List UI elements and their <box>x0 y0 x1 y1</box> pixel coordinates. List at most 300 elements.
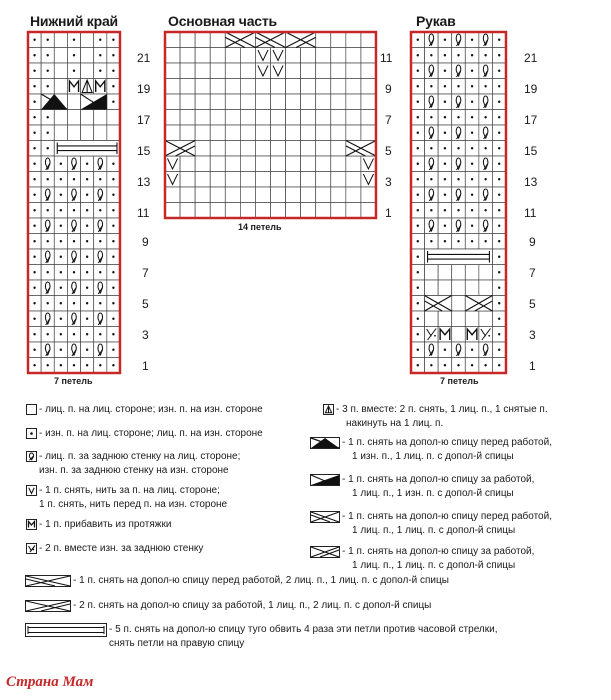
purl-dot <box>444 85 446 87</box>
purl-dot <box>73 209 75 211</box>
purl-dot <box>112 39 114 41</box>
purl-dot <box>430 116 432 118</box>
chart-cell <box>286 63 301 79</box>
purl-dot <box>498 349 500 351</box>
chart-cell <box>225 203 240 219</box>
chart-cell <box>255 141 270 157</box>
chart-cell <box>225 94 240 110</box>
row-number: 19 <box>524 82 538 96</box>
chart-cell <box>225 79 240 95</box>
purl-dot <box>86 333 88 335</box>
chart-cell <box>180 187 195 203</box>
purl-dot <box>498 302 500 304</box>
chart-cell <box>81 110 94 126</box>
chart-cell <box>240 110 255 126</box>
row-number: 15 <box>524 144 538 158</box>
purl-dot <box>498 318 500 320</box>
chart-cell <box>316 110 331 126</box>
chart-cell <box>301 141 316 157</box>
row-number: 9 <box>385 82 392 96</box>
purl-dot <box>33 101 35 103</box>
chart-cell <box>286 156 301 172</box>
chart-cell <box>195 156 210 172</box>
chart-title-bottom-edge: Нижний край <box>30 13 118 29</box>
purl-dot <box>33 240 35 242</box>
purl-dot <box>60 364 62 366</box>
chart-cell <box>225 125 240 141</box>
row-number: 3 <box>529 328 536 342</box>
chart-cell <box>286 48 301 64</box>
purl-dot <box>457 178 459 180</box>
chart-cell <box>255 203 270 219</box>
row-number: 21 <box>137 51 151 65</box>
chart-cell <box>165 63 180 79</box>
chart-cell <box>255 94 270 110</box>
purl-dot <box>471 349 473 351</box>
legend-text: - 1 п. прибавить из протяжки <box>39 519 172 530</box>
purl-dot <box>471 39 473 41</box>
chart-cell <box>180 110 195 126</box>
chart-cell <box>286 141 301 157</box>
chart-cell <box>255 156 270 172</box>
purl-dot <box>471 194 473 196</box>
purl-dot <box>471 132 473 134</box>
purl-dot <box>417 54 419 56</box>
purl-dot <box>33 287 35 289</box>
purl-dot <box>33 225 35 227</box>
chart-cell <box>301 48 316 64</box>
row-number: 5 <box>529 297 536 311</box>
chart-cell <box>54 79 67 95</box>
purl-dot <box>112 256 114 258</box>
chart-cell <box>331 125 346 141</box>
purl-dot <box>471 225 473 227</box>
purl-dot <box>471 209 473 211</box>
chart-cell <box>210 187 225 203</box>
chart-cell <box>301 125 316 141</box>
chart-cell <box>286 79 301 95</box>
chart-cell <box>301 94 316 110</box>
chart-cell <box>361 79 376 95</box>
purl-dot <box>498 209 500 211</box>
purl-dot <box>444 39 446 41</box>
purl-dot <box>33 302 35 304</box>
purl-dot <box>33 178 35 180</box>
purl-dot <box>112 318 114 320</box>
chart-cell <box>346 48 361 64</box>
purl-dot <box>444 178 446 180</box>
legend-text: - 1 п. снять на допол-ю спицу перед работой, 1 изн. п., 1 лиц. п. с допол-й спицы <box>342 437 552 462</box>
chart-cell <box>195 187 210 203</box>
purl-dot <box>471 116 473 118</box>
purl-dot <box>444 225 446 227</box>
chart-cell <box>361 203 376 219</box>
chart-cell <box>270 94 285 110</box>
row-number: 21 <box>524 51 538 65</box>
purl-dot <box>47 209 49 211</box>
cable-cross-mark <box>225 32 255 48</box>
row-number: 17 <box>137 113 151 127</box>
chart-cell <box>346 187 361 203</box>
chart-cell <box>331 79 346 95</box>
cable-cross-mark <box>425 296 452 312</box>
chart-cell <box>331 172 346 188</box>
chart-cell <box>180 125 195 141</box>
chart-cell <box>346 156 361 172</box>
chart-cell <box>180 94 195 110</box>
purl-dot <box>60 333 62 335</box>
chart-cell <box>316 141 331 157</box>
purl-dot <box>417 225 419 227</box>
purl-dot <box>99 271 101 273</box>
row-number: 1 <box>385 206 392 220</box>
chart-grid-bottom-edge <box>28 32 120 373</box>
purl-dot <box>60 287 62 289</box>
purl-dot <box>33 147 35 149</box>
chart-cell <box>240 125 255 141</box>
chart-cell <box>165 187 180 203</box>
purl-dot <box>444 194 446 196</box>
chart-cell <box>270 187 285 203</box>
purl-dot <box>99 333 101 335</box>
purl-dot <box>417 349 419 351</box>
chart-cell <box>316 203 331 219</box>
purl-dot <box>99 178 101 180</box>
chart-cell <box>225 172 240 188</box>
purl-dot <box>430 85 432 87</box>
chart-cell <box>425 311 439 327</box>
purl-dot <box>112 333 114 335</box>
chart-cell <box>225 156 240 172</box>
chart-cell <box>346 172 361 188</box>
row-number: 19 <box>137 82 151 96</box>
stitch-count-caption: 7 петель <box>54 376 93 386</box>
chart-cell <box>301 203 316 219</box>
purl-dot <box>444 209 446 211</box>
purl-dot <box>33 349 35 351</box>
make-one-icon <box>26 519 37 530</box>
purl-dot <box>498 178 500 180</box>
chart-cell <box>240 79 255 95</box>
purl-dot <box>112 349 114 351</box>
chart-cell <box>331 32 346 48</box>
purl-dot <box>47 116 49 118</box>
purl-dot <box>33 364 35 366</box>
chart-cell <box>331 110 346 126</box>
purl-dot <box>444 101 446 103</box>
purl-dot <box>444 116 446 118</box>
purl-dot <box>444 70 446 72</box>
chart-cell <box>165 79 180 95</box>
chart-cell <box>240 141 255 157</box>
legend-text: - 1 п. снять на допол-ю спицу за работой, 1 лиц. п., 1 лиц. п. с допол-й спицы <box>342 546 535 571</box>
chart-cell <box>240 48 255 64</box>
purl-dot <box>498 333 500 335</box>
chart-cell <box>165 32 180 48</box>
purl-dot <box>86 194 88 196</box>
chart-cell <box>255 79 270 95</box>
purl-dot <box>33 54 35 56</box>
chart-cell <box>346 79 361 95</box>
purl-dot <box>484 116 486 118</box>
purl-dot <box>99 240 101 242</box>
chart-cell <box>270 141 285 157</box>
wrap-five-icon <box>25 623 107 637</box>
purl-dot <box>47 85 49 87</box>
purl-dot <box>86 364 88 366</box>
chart-cell <box>255 125 270 141</box>
purl-dot <box>444 132 446 134</box>
purl-dot <box>99 209 101 211</box>
chart-cell <box>438 265 452 281</box>
chart-cell <box>438 280 452 296</box>
chart-cell <box>361 187 376 203</box>
chart-cell <box>331 156 346 172</box>
purl-dot <box>498 256 500 258</box>
row-number: 11 <box>137 206 150 220</box>
chart-cell <box>54 125 67 141</box>
purl-dot <box>417 302 419 304</box>
purl-dot <box>430 54 432 56</box>
chart-cell <box>81 48 94 64</box>
chart-cell <box>301 63 316 79</box>
chart-cell <box>316 94 331 110</box>
purl-dot <box>112 271 114 273</box>
purl-dot <box>430 240 432 242</box>
legend-text: - лиц. п. на лиц. стороне; изн. п. на изн. стороне <box>39 404 263 415</box>
purl-dot <box>457 54 459 56</box>
chart-cell <box>180 63 195 79</box>
purl-dot <box>457 240 459 242</box>
purl-dot <box>417 318 419 320</box>
chart-cell <box>210 32 225 48</box>
cable-cross-mark <box>346 141 376 157</box>
chart-cell <box>54 63 67 79</box>
row-number: 3 <box>385 175 392 189</box>
purl-dot <box>73 54 75 56</box>
chart-cell <box>270 110 285 126</box>
purl-dot <box>498 194 500 196</box>
chart-cell <box>255 110 270 126</box>
purl-dot <box>417 194 419 196</box>
chart-cell <box>316 172 331 188</box>
chart-cell <box>54 32 67 48</box>
chart-cell <box>465 311 479 327</box>
row-number: 3 <box>142 328 149 342</box>
chart-cell <box>240 156 255 172</box>
chart-cell <box>346 125 361 141</box>
purl-dot <box>444 163 446 165</box>
purl-dot <box>60 163 62 165</box>
purl-dot <box>60 178 62 180</box>
purl-dot <box>417 101 419 103</box>
legend-text: - 3 п. вместе: 2 п. снять, 1 лиц. п., 1 снятые п. накинуть на 1 лиц. п. <box>336 404 548 429</box>
chart-cell <box>210 79 225 95</box>
chart-cell <box>316 156 331 172</box>
chart-cell <box>94 125 107 141</box>
purl-dot <box>86 163 88 165</box>
purl-dot <box>86 178 88 180</box>
purl-dot <box>60 349 62 351</box>
chart-cell <box>425 265 439 281</box>
purl-dot <box>444 147 446 149</box>
chart-cell <box>240 94 255 110</box>
chart-cell <box>346 110 361 126</box>
purl-dot <box>112 163 114 165</box>
cross-right-knit-icon <box>310 546 340 558</box>
purl-dot <box>60 271 62 273</box>
wide-cross-right-icon <box>25 600 71 612</box>
purl-dot <box>498 271 500 273</box>
purl-dot <box>484 147 486 149</box>
purl-dot <box>457 147 459 149</box>
purl-dot <box>471 85 473 87</box>
row-number: 7 <box>142 266 149 280</box>
purl-dot <box>417 271 419 273</box>
purl-dot <box>47 39 49 41</box>
purl-dot <box>86 349 88 351</box>
chart-cell <box>210 172 225 188</box>
chart-cell <box>316 63 331 79</box>
chart-cell <box>195 141 210 157</box>
purl-dot <box>471 101 473 103</box>
purl-dot <box>417 70 419 72</box>
purl-dot <box>417 333 419 335</box>
purl-dot <box>112 240 114 242</box>
row-number: 9 <box>142 235 149 249</box>
chart-cell <box>452 265 466 281</box>
chart-cell <box>270 172 285 188</box>
chart-cell <box>67 110 80 126</box>
purl-dot <box>444 240 446 242</box>
purl-dot <box>417 39 419 41</box>
purl-dot <box>60 302 62 304</box>
purl-dot <box>112 70 114 72</box>
legend-text: - 1 п. снять на допол-ю спицу перед работой, 1 лиц. п., 1 лиц. п. с допол-й спицы <box>342 511 552 536</box>
dot-square-icon <box>26 428 37 439</box>
purl-dot <box>112 209 114 211</box>
chart-cell <box>81 125 94 141</box>
chart-cell <box>425 280 439 296</box>
chart-cell <box>195 32 210 48</box>
chart-cell <box>331 141 346 157</box>
purl-dot <box>47 271 49 273</box>
purl-dot <box>73 178 75 180</box>
chart-cell <box>346 32 361 48</box>
purl-dot <box>33 39 35 41</box>
purl-dot <box>417 132 419 134</box>
chart-cell <box>316 187 331 203</box>
empty-square-icon <box>26 404 37 415</box>
chart-cell <box>180 48 195 64</box>
purl-dot <box>498 132 500 134</box>
chart-cell <box>225 141 240 157</box>
chart-cell <box>165 48 180 64</box>
chart-cell <box>210 125 225 141</box>
chart-cell <box>346 63 361 79</box>
chart-cell <box>225 48 240 64</box>
purl-dot <box>86 302 88 304</box>
chart-cell <box>210 203 225 219</box>
purl-dot <box>47 240 49 242</box>
chart-cell <box>180 203 195 219</box>
chart-cell <box>286 110 301 126</box>
chart-cell <box>452 296 466 312</box>
chart-cell <box>361 48 376 64</box>
chart-cell <box>107 110 120 126</box>
chart-cell <box>346 94 361 110</box>
purl-dot <box>417 364 419 366</box>
chart-cell <box>195 172 210 188</box>
purl-dot <box>73 39 75 41</box>
stitch-count-caption: 7 петель <box>440 376 479 386</box>
three-together-icon <box>323 404 334 415</box>
chart-cell <box>195 94 210 110</box>
purl-dot <box>498 54 500 56</box>
chart-cell <box>81 32 94 48</box>
purl-dot <box>498 39 500 41</box>
chart-grid-sleeve <box>411 32 506 373</box>
chart-cell <box>479 311 493 327</box>
purl-dot <box>33 70 35 72</box>
purl-dot <box>47 132 49 134</box>
purl-dot <box>457 364 459 366</box>
row-number: 11 <box>380 51 393 65</box>
purl-dot <box>112 287 114 289</box>
chart-cell <box>225 187 240 203</box>
chart-cell <box>316 48 331 64</box>
purl-dot <box>86 209 88 211</box>
chart-cell <box>180 32 195 48</box>
purl-dot <box>33 163 35 165</box>
chart-cell <box>479 280 493 296</box>
purl-dot <box>444 349 446 351</box>
purl-dot <box>112 364 114 366</box>
purl-dot <box>444 364 446 366</box>
legend-text: - 1 п. снять на допол-ю спицу перед работой, 2 лиц. п., 1 лиц. п. с допол-й спицы <box>73 575 449 586</box>
purl-dot <box>417 147 419 149</box>
purl-dot <box>498 225 500 227</box>
chart-cell <box>210 141 225 157</box>
chart-title-sleeve: Рукав <box>416 13 456 29</box>
legend-text: - 5 п. снять на допол-ю спицу туго обвить 4 раза эти петли против часовой стрелки, снять петли на правую спицу <box>109 624 498 649</box>
purl-dot <box>430 209 432 211</box>
row-number: 11 <box>524 206 537 220</box>
purl-dot <box>86 256 88 258</box>
chart-cell <box>465 280 479 296</box>
purl-dot <box>33 194 35 196</box>
purl-dot <box>430 147 432 149</box>
chart-cell <box>316 125 331 141</box>
chart-cell <box>240 187 255 203</box>
legend-text: - 1 п. снять, нить за п. на лиц. стороне; 1 п. снять, нить перед п. на изн. стороне <box>39 485 228 510</box>
legend-text: - 2 п. снять на допол-ю спицу за работой, 1 лиц. п., 2 лиц. п. с допол-й спицы <box>73 600 432 611</box>
chart-cell <box>54 110 67 126</box>
chart-cell <box>225 110 240 126</box>
chart-cell <box>301 79 316 95</box>
chart-cell <box>210 48 225 64</box>
purl-dot <box>471 54 473 56</box>
purl-dot <box>33 85 35 87</box>
purl-dot <box>484 178 486 180</box>
chart-cell <box>270 203 285 219</box>
chart-cell <box>210 110 225 126</box>
cable-cross-mark <box>81 94 107 110</box>
purl-dot <box>484 85 486 87</box>
purl-dot <box>99 302 101 304</box>
chart-cell <box>361 110 376 126</box>
purl-dot <box>47 54 49 56</box>
